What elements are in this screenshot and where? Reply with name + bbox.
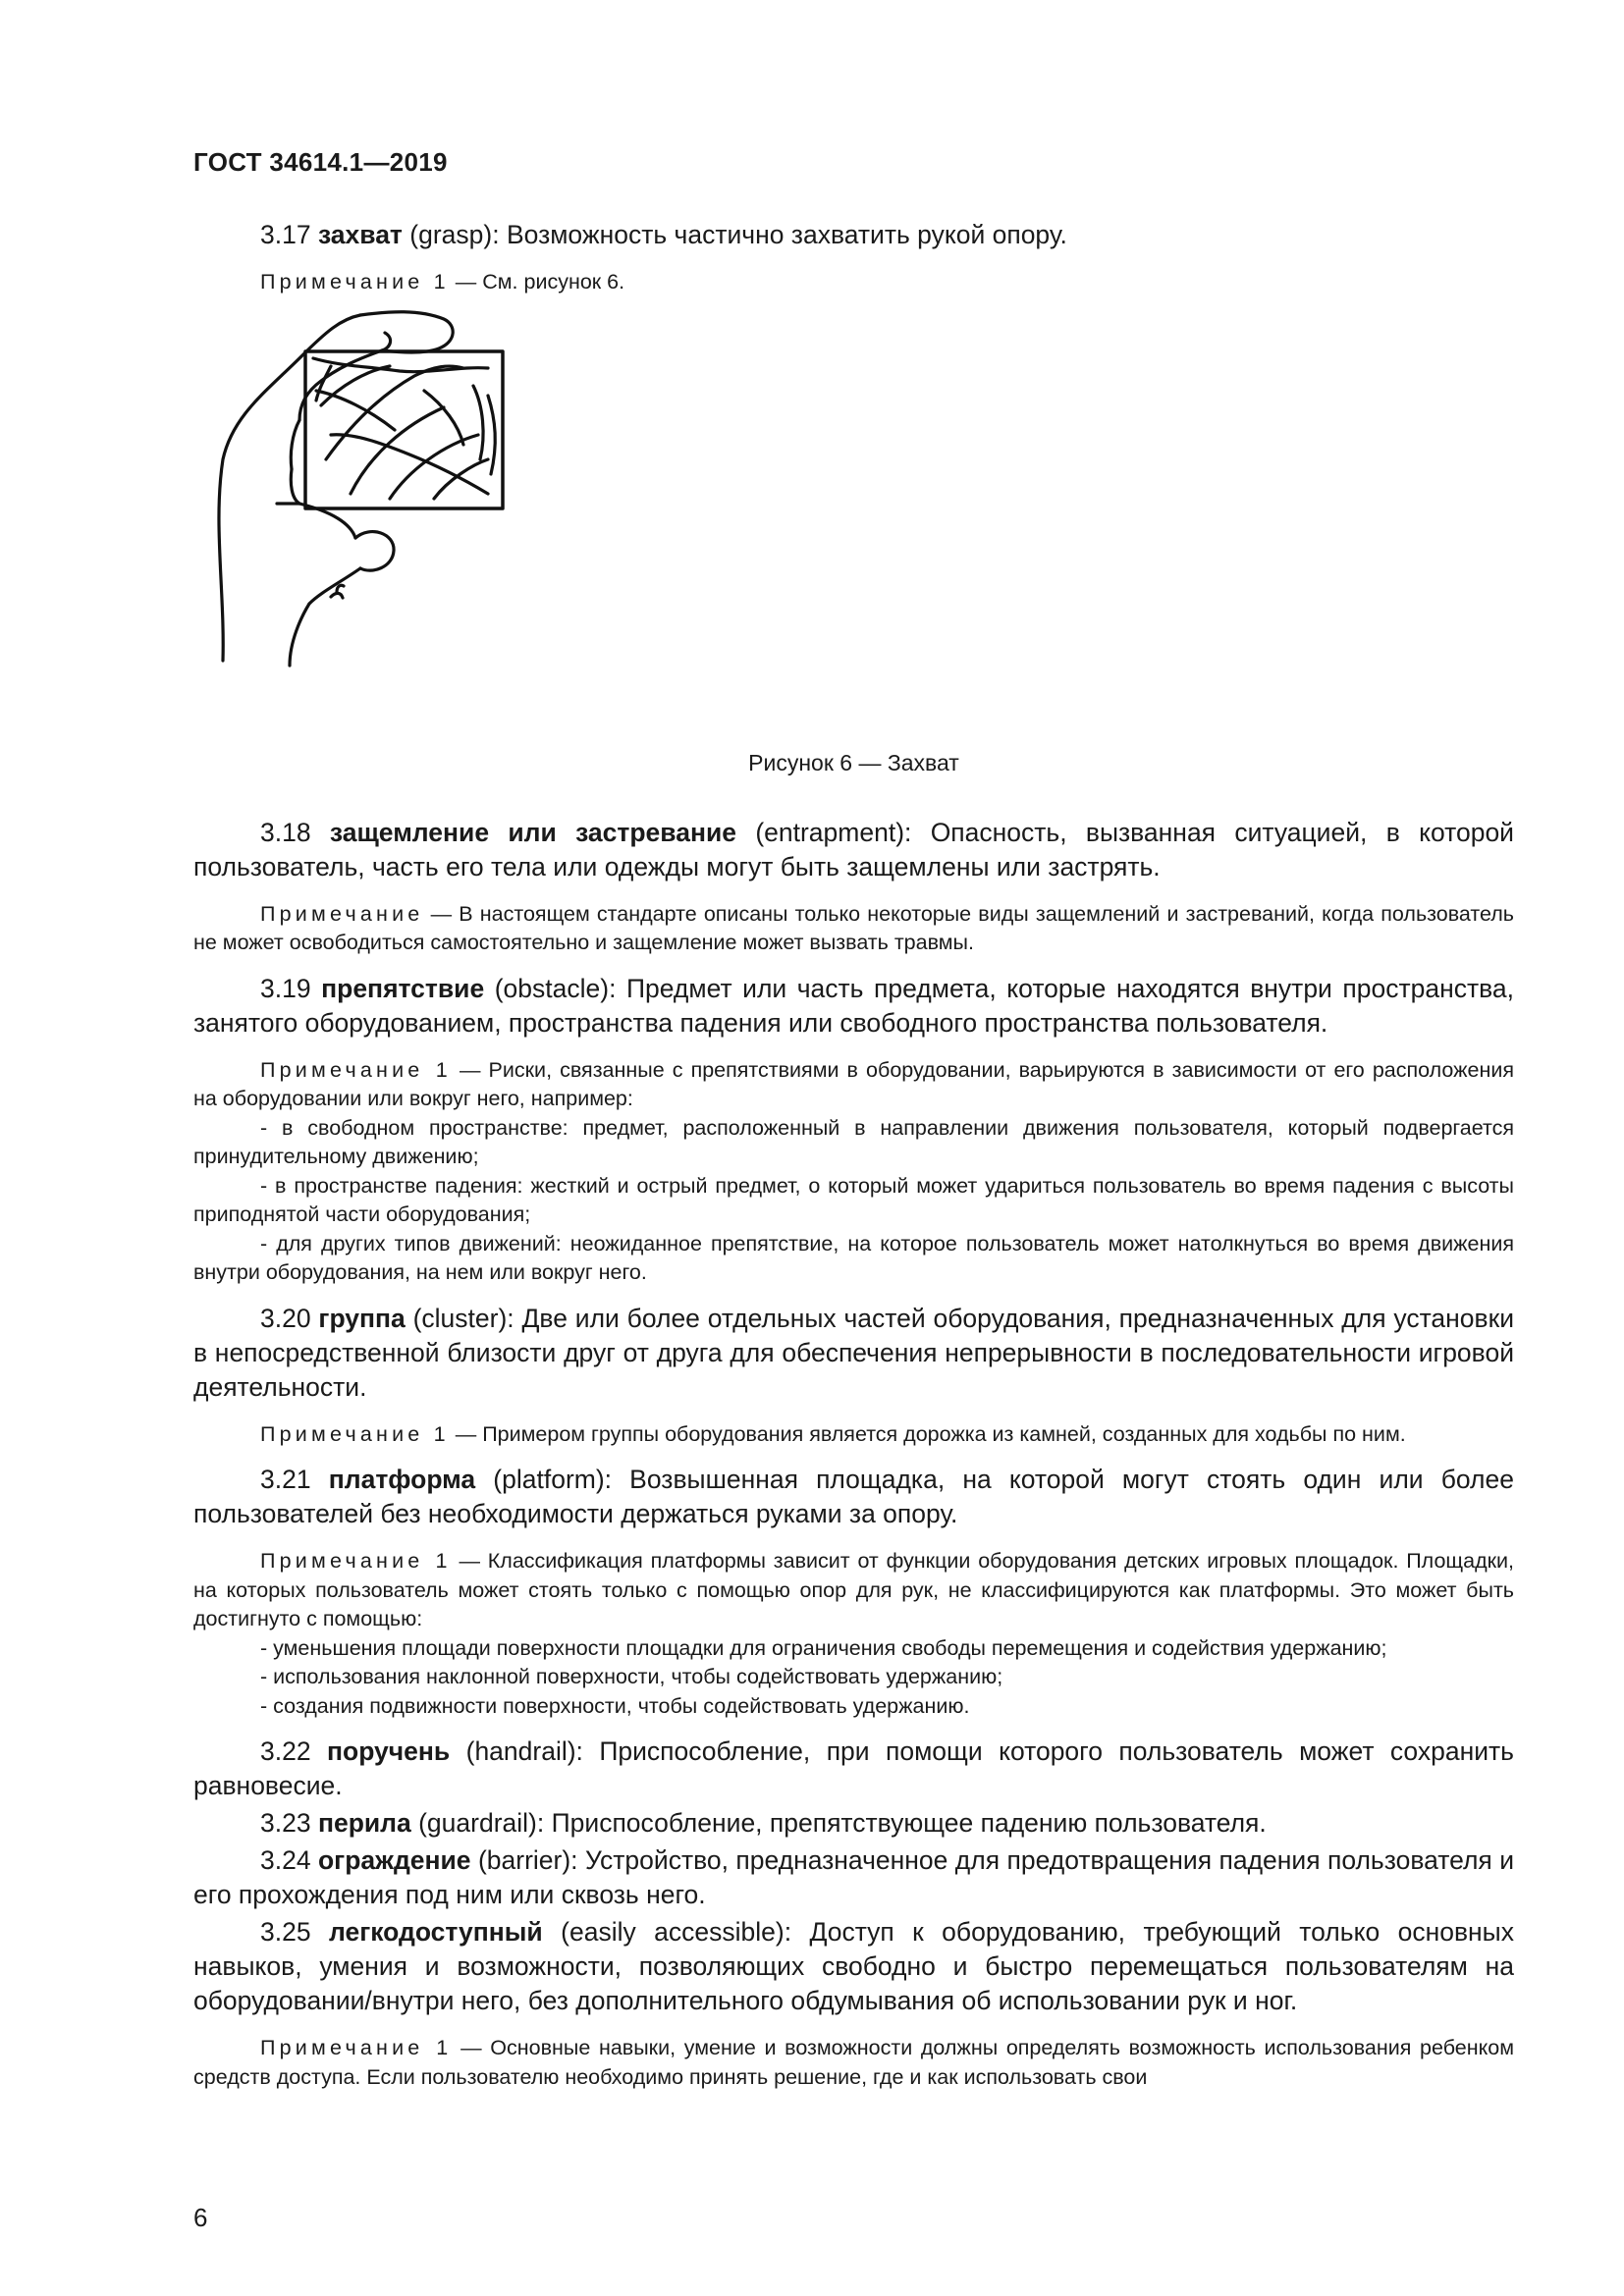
term-3-23: [193, 1806, 1514, 1841]
note-3-18: [193, 900, 1514, 958]
page-number: 6: [193, 2203, 208, 2232]
term-number: 3.19: [260, 973, 311, 1003]
term-number: 3.17: [260, 220, 311, 249]
note-label: Примечание 1: [260, 1057, 452, 1082]
term-number: 3.23: [260, 1808, 311, 1838]
note-list-item: - использования наклонной поверхности, чтобы содействовать удержанию;: [260, 1665, 1003, 1688]
term-name: захват: [317, 220, 403, 249]
grasp-illustration: [193, 297, 684, 690]
term-name: защемление или застревание: [329, 817, 737, 847]
figure-6: [193, 297, 1514, 808]
note-3-21: [193, 1547, 1514, 1721]
note-label: Примечание 1: [260, 1421, 450, 1446]
term-name: платформа: [328, 1465, 476, 1494]
term-definition: (barrier): Устройство, предназначенное для предотвращения падения пользователя и его прохождения под ним или сквозь него.: [193, 1845, 1514, 1909]
note-text: — Риски, связанные с препятствиями в оборудовании, варьируются в зависимости от его расположения на оборудовании или вокруг него, например:: [193, 1057, 1514, 1110]
term-number: 3.22: [260, 1736, 311, 1766]
term-number: 3.18: [260, 817, 311, 847]
term-name: ограждение: [318, 1845, 471, 1875]
term-definition: (obstacle): Предмет или часть предмета, которые находятся внутри пространства, занятого оборудованием, пространства падения или свободного пространства пользователя.: [193, 973, 1514, 1038]
hand-back-outline: [219, 315, 360, 661]
term-3-22: [193, 1735, 1514, 1803]
figure-caption: Рисунок 6 — Захват: [748, 749, 959, 775]
note-text: — См. рисунок 6.: [449, 270, 625, 294]
term-definition: (grasp): Возможность частично захватить рукой опору.: [402, 220, 1067, 249]
note-label: Примечание: [260, 901, 424, 926]
term-number: 3.21: [260, 1465, 311, 1494]
note-text: — В настоящем стандарте описаны только некоторые виды защемлений и застреваний, когда пользователь не может освободиться самостоятельно и защемление может вызвать травмы.: [193, 901, 1514, 954]
page-content: [193, 218, 1514, 2106]
term-definition: (handrail): Приспособление, при помощи которого пользователь может сохранить равновесие.: [193, 1736, 1514, 1800]
note-list-item: - для других типов движений: неожиданное препятствие, на которое пользователь может натолкнуться во время движения внутри оборудования, на нем или вокруг него.: [193, 1231, 1514, 1284]
note-3-20: [193, 1420, 1514, 1450]
note-list-item: - уменьшения площади поверхности площадки для ограничения свободы перемещения и содействия удержанию;: [260, 1635, 1387, 1660]
term-3-17: [193, 218, 1514, 252]
standard-header: ГОСТ 34614.1—2019: [193, 147, 448, 177]
note-list-item: - создания подвижности поверхности, чтобы содействовать удержанию.: [260, 1693, 970, 1718]
term-3-24: [193, 1843, 1514, 1912]
term-number: 3.25: [260, 1917, 311, 1947]
term-definition: (platform): Возвышенная площадка, на которой могут стоять один или более пользователей без необходимости держаться руками за опору.: [193, 1465, 1514, 1528]
term-3-18: [193, 816, 1514, 884]
term-definition: (entrapment): Опасность, вызванная ситуацией, в которой пользователь, часть его тела или одежды могут быть защемлены или застрять.: [193, 817, 1514, 881]
term-3-25: [193, 1915, 1514, 2018]
term-definition: (guardrail): Приспособление, препятствующее падению пользователя.: [410, 1808, 1267, 1838]
note-label: Примечание 1: [260, 2036, 453, 2059]
term-name: поручень: [327, 1736, 451, 1766]
note-list-item: - в пространстве падения: жесткий и острый предмет, о который может удариться пользователь во время падения с высоты приподнятой части оборудования;: [193, 1173, 1514, 1226]
term-name: перила: [317, 1808, 411, 1838]
term-definition: (cluster): Две или более отдельных частей оборудования, предназначенных для установки в непосредственной близости друг от друга для обеспечения непрерывности в последовательности игровой деятельности.: [193, 1303, 1514, 1402]
term-name: легкодоступный: [329, 1917, 543, 1947]
thumb-outline: [360, 311, 453, 351]
note-text: — Примером группы оборудования является дорожка из камней, созданных для ходьбы по ним.: [449, 1421, 1406, 1446]
note-label: Примечание 1: [260, 1549, 452, 1573]
note-3-25: [193, 2034, 1514, 2092]
note-list-item: - в свободном пространстве: предмет, расположенный в направлении движения пользователя, который подвергается принудительному движению;: [193, 1115, 1514, 1168]
term-number: 3.24: [260, 1845, 311, 1875]
term-name: препятствие: [321, 973, 485, 1003]
note-3-17: [193, 268, 1514, 297]
note-text: — Основные навыки, умение и возможности должны определять возможность использования ребенком средств доступа. Если пользователю необходимо принять решение, где и как использовать свои: [193, 2036, 1514, 2089]
note-3-19: [193, 1056, 1514, 1288]
term-name: группа: [318, 1303, 406, 1333]
term-number: 3.20: [260, 1303, 311, 1333]
term-3-20: [193, 1302, 1514, 1405]
term-3-21: [193, 1463, 1514, 1531]
note-label: Примечание 1: [260, 270, 450, 294]
note-text: — Классификация платформы зависит от функции оборудования детских игровых площадок. Площадки, на которых пользователь может стоять только с помощью опор для рук, не классифицируются как платформы. Это может быть достигнуто с помощью:: [193, 1549, 1515, 1630]
term-3-19: [193, 972, 1514, 1041]
term-definition: (easily accessible): Доступ к оборудованию, требующий только основных навыков, умения и возможности, позволяющих свободно и быстро перемещаться пользователям на оборудовании/внутри него, без дополнительного обдумывания об использовании рук и ног.: [193, 1917, 1514, 2015]
